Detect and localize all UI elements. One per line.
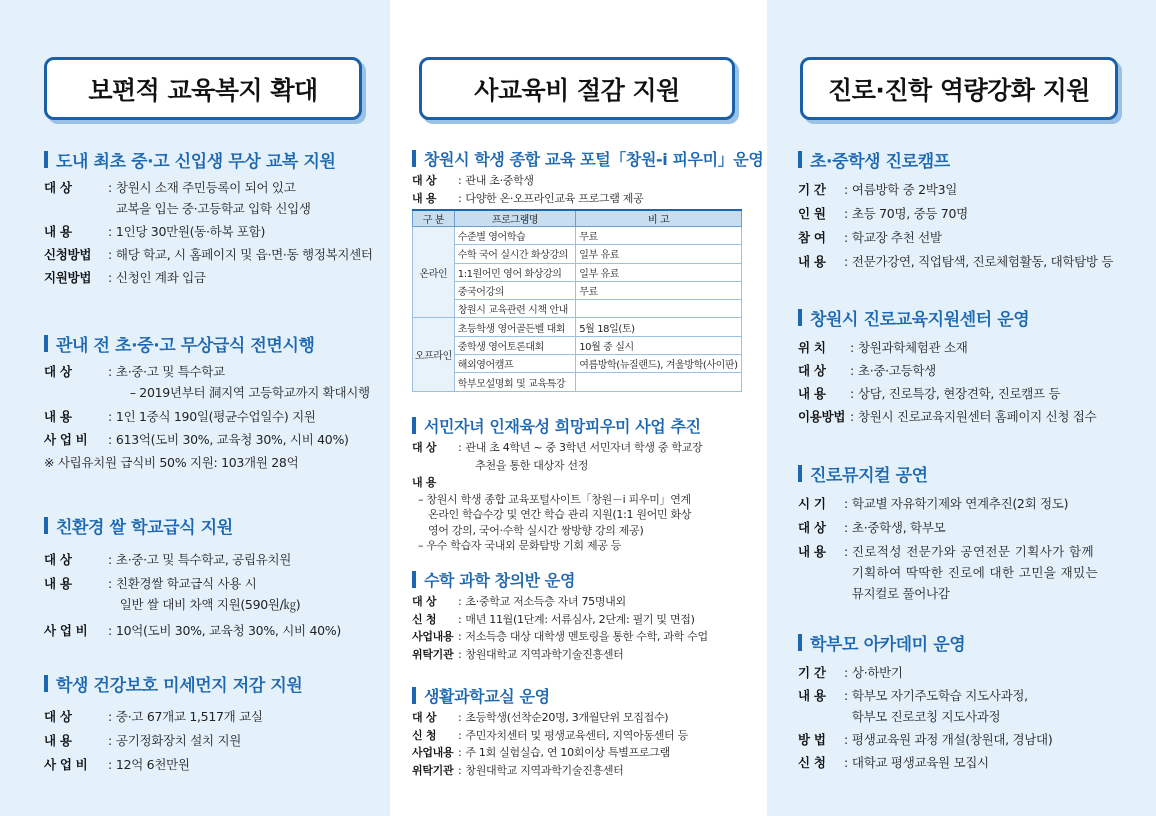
section-heading: 친환경 쌀 학교급식 지원: [44, 513, 341, 538]
info-row: 대 상 : 초·중학생, 학부모: [798, 520, 946, 535]
info-row: 대 상 : 중·고 67개교 1,517개 교실: [44, 709, 263, 724]
section-heading: 도내 최초 중·고 신입생 무상 교복 지원: [44, 147, 373, 172]
info-row: 신청방법 : 해당 학교, 시 홈페이지 및 읍·면·동 행정복지센터: [44, 247, 373, 262]
info-row: – 2019년부터 洞지역 고등학교까지 확대시행: [129, 385, 370, 400]
section-heading: 학생 건강보호 미세먼지 저감 지원: [44, 671, 302, 696]
info-row: 기 간 : 상·하반기: [798, 665, 903, 680]
table-row: 해외영어캠프 여름방학(뉴질랜드), 겨울방학(사이판): [413, 355, 742, 373]
info-row: 인 원 : 초등 70명, 중등 70명: [798, 206, 968, 221]
group-offline: 오프라인: [413, 318, 455, 391]
middle-panel: [390, 0, 767, 816]
info-row: 신 청 : 대학교 평생교육원 모집시: [798, 755, 989, 770]
info-row: 대 상 : 초·중·고 및 특수학교, 공립유치원: [44, 552, 292, 567]
right-panel: [767, 0, 1156, 816]
group-online: 온라인: [413, 227, 455, 318]
info-row: 내 용 : 1인당 30만원(동·하복 포함): [44, 224, 266, 239]
content-line: – 창원시 학생 종합 교육포털사이트「창원－i 피우미」연계: [418, 492, 691, 506]
info-row: 내 용 : 진로적성 전문가와 공연전문 기획사가 함께: [798, 544, 1094, 559]
heading-bar: [412, 571, 416, 588]
info-row: 방 법 : 평생교육원 과정 개설(창원대, 경남대): [798, 732, 1053, 747]
info-row: 위탁기관 : 창원대학교 지역과학기술진흥센터: [412, 763, 624, 777]
table-row: 오프라인 초등학생 영어골든벨 대회 5월 18일(토): [413, 318, 742, 336]
content-line: 온라인 학습수강 및 연간 학습 관리 지원(1:1 원어민 화상: [428, 508, 692, 521]
heading-bar: [412, 150, 416, 167]
info-row: 사 업 비 : 12억 6천만원: [44, 757, 190, 772]
table-header-row: 구 분 프로그램명 비 고: [413, 210, 742, 227]
section-heading: 관내 전 초·중·고 무상급식 전면시행: [44, 331, 370, 356]
info-row: 사 업 비 : 613억(도비 30%, 교육청 30%, 시비 40%): [44, 432, 349, 447]
section-pium-portal: [412, 147, 763, 392]
middle-title: 사교육비 절감 지원: [419, 57, 735, 120]
section-heading: 생활과학교실 운영: [412, 684, 688, 707]
info-row: 내 용 : 전문가강연, 직업탐색, 진로체험활동, 대학탐방 등: [798, 254, 1114, 269]
section-heading: 진로뮤지컬 공연: [798, 461, 1098, 486]
heading-bar: [44, 335, 48, 352]
table-row: 창원시 교육관련 시책 안내: [413, 300, 742, 318]
info-row: 위탁기관 : 창원대학교 지역과학기술진흥센터: [412, 647, 624, 661]
info-row: 사 업 비 : 10억(도비 30%, 교육청 30%, 시비 40%): [44, 623, 341, 638]
table-row: 온라인 수준별 영어학습 무료: [413, 227, 742, 245]
heading-bar: [798, 309, 802, 326]
heading-bar: [44, 151, 48, 168]
section-career-camp: [798, 147, 1113, 272]
info-row: 사업내용 : 주 1회 실험실습, 연 10회이상 특별프로그램: [412, 746, 670, 759]
section-free-uniform: [44, 147, 373, 288]
left-title: 보편적 교육복지 확대: [44, 57, 362, 120]
table-row: 중국어강의 무료: [413, 281, 742, 299]
info-row: 사업내용 : 저소득층 대상 대학생 멘토링을 통한 수학, 과학 수업: [412, 630, 708, 643]
heading-bar: [798, 151, 802, 168]
section-career-center: [798, 305, 1096, 427]
section-heading: 학부모 아카데미 운영: [798, 630, 1052, 655]
heading-bar: [798, 634, 802, 651]
section-heading: 창원시 학생 종합 교육 포털「창원-i 피우미」운영: [412, 147, 763, 170]
info-row: 기 간 : 여름방학 중 2박3일: [798, 182, 957, 197]
info-row: 내 용 : 학부모 자기주도학습 지도사과정,: [798, 688, 1028, 703]
heading-bar: [798, 465, 802, 482]
info-row: 참 여 : 학교장 추천 선발: [798, 230, 942, 245]
section-hope-pium: [412, 414, 702, 554]
info-row: 대 상 : 초·중학교 저소득층 자녀 75명내외: [412, 595, 626, 608]
info-row: 내 용: [412, 476, 437, 489]
table-row: 수학 국어 실시간 화상강의 일부 유료: [413, 245, 742, 263]
right-title: 진로·진학 역량강화 지원: [800, 57, 1118, 120]
info-row: 위 치 : 창원과학체험관 소재: [798, 340, 968, 355]
heading-bar: [44, 517, 48, 534]
info-row: 지원방법 : 신청인 계좌 입금: [44, 270, 206, 285]
info-row: 내 용 : 1인 1중식 190일(평균수업일수) 지원: [44, 409, 316, 424]
section-math-science: [412, 568, 708, 663]
section-heading: 초·중학생 진로캠프: [798, 147, 1113, 172]
heading-bar: [44, 675, 48, 692]
info-row: 내 용 : 다양한 온·오프라인교육 프로그램 제공: [412, 191, 644, 205]
info-row: 내 용 : 친환경쌀 학교급식 사용 시: [44, 576, 257, 591]
section-eco-rice: [44, 513, 341, 641]
info-row: 대 상 : 관내 초·중학생: [412, 174, 534, 187]
info-row: 내 용 : 공기정화장치 설치 지원: [44, 733, 242, 748]
section-parent-academy: [798, 630, 1052, 773]
heading-bar: [412, 417, 416, 434]
info-row: 신 청 : 매년 11월(1단계: 서류심사, 2단계: 필기 및 면접): [412, 612, 695, 626]
info-row: 학부모 진로코칭 지도사과정: [851, 709, 1001, 724]
program-table: [412, 209, 742, 392]
info-row: 추천을 통한 대상자 선정: [475, 458, 589, 472]
info-row: 일반 쌀 대비 차액 지원(590원/㎏): [119, 597, 301, 612]
info-row: 시 기 : 학교별 자유학기제와 연계추진(2회 정도): [798, 496, 1069, 511]
info-row: 대 상 : 창원시 소재 주민등록이 되어 있고: [44, 180, 296, 195]
info-row: 대 상 : 초·중·고등학생: [798, 363, 936, 378]
section-life-science: [412, 684, 688, 779]
section-free-meals: [44, 331, 370, 473]
table-row: 중학생 영어토론대회 10월 중 실시: [413, 336, 742, 354]
info-row: 대 상 : 초등학생(선착순20명, 3개월단위 모집접수): [412, 711, 669, 724]
section-heading: 수학 과학 창의반 운영: [412, 568, 708, 591]
info-row: 대 상 : 초·중·고 및 특수학교: [44, 364, 225, 379]
section-heading: 창원시 진로교육지원센터 운영: [798, 305, 1096, 330]
info-row: 신 청 : 주민자치센터 및 평생교육센터, 지역아동센터 등: [412, 728, 688, 742]
info-row: 교복을 입는 중·고등학교 입학 신입생: [115, 201, 311, 216]
left-panel: [0, 0, 390, 816]
heading-bar: [412, 687, 416, 704]
table-row: 1:1원어민 영어 화상강의 일부 유료: [413, 263, 742, 281]
table-row: 학부모설명회 및 교육특강: [413, 373, 742, 391]
content-line: – 우수 학습자 국내외 문화탐방 기회 제공 등: [418, 539, 622, 552]
info-row: 대 상 : 관내 초 4학년 ~ 중 3학년 서민자녀 학생 중 학교장: [412, 441, 703, 454]
section-fine-dust: [44, 671, 302, 775]
info-row: 내 용 : 상담, 진로특강, 현장견학, 진로캠프 등: [798, 386, 1061, 401]
info-row: 이용방법 : 창원시 진로교육지원센터 홈페이지 신청 접수: [798, 409, 1097, 424]
info-row: 뮤지컬로 풀어나감: [851, 586, 950, 601]
content-line: 영어 강의, 국어·수학 실시간 쌍방향 강의 제공): [428, 523, 644, 537]
section-heading: 서민자녀 인재육성 희망피우미 사업 추진: [412, 414, 702, 437]
section-career-musical: [798, 461, 1098, 604]
info-row: 기획하여 딱딱한 진로에 대한 고민을 재밌는: [851, 565, 1099, 580]
note-text: ※ 사립유치원 급식비 50% 지원: 103개원 28억: [44, 455, 299, 470]
